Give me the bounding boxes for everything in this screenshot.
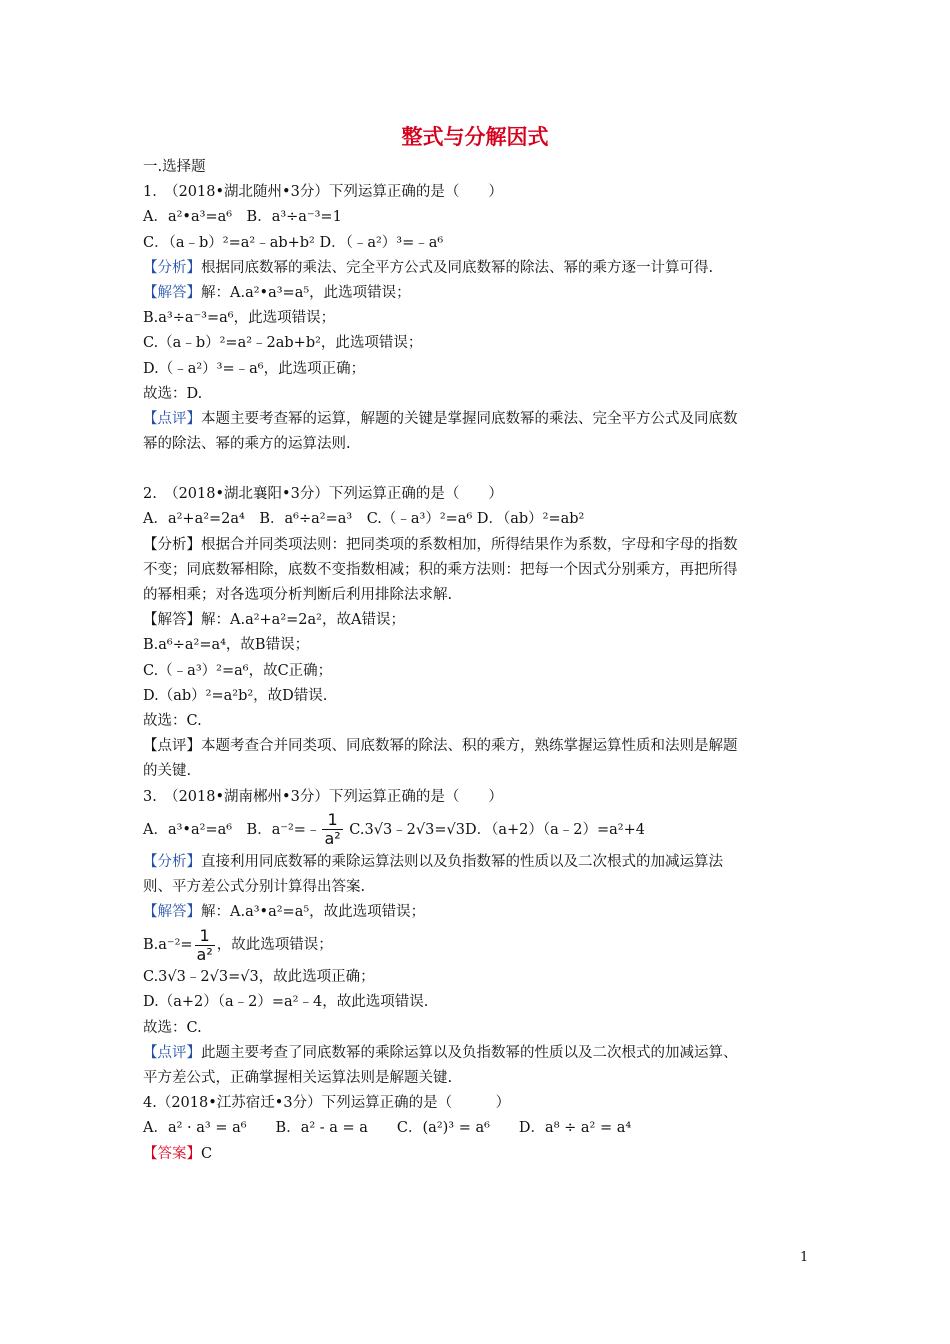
line-text: B.a⁶÷a²=a⁴，故B错误； bbox=[143, 637, 310, 654]
fraction-numerator: 1 bbox=[195, 927, 215, 946]
text-line bbox=[143, 900, 823, 925]
line-text: 的幂相乘；对各选项分析判断后利用排除法求解. bbox=[143, 587, 453, 603]
section-tag: 【解答】 bbox=[143, 904, 201, 921]
fraction-numerator: 1 bbox=[322, 811, 342, 830]
text-line bbox=[143, 155, 823, 180]
line-text: 【分析】根据合并同类项法则：把同类项的系数相加，所得结果作为系数，字母和字母的指数 bbox=[143, 536, 738, 553]
text-line bbox=[143, 558, 823, 583]
line-text: 故选：C. bbox=[143, 1019, 202, 1036]
line-text: A．a²•a³=a⁶ B．a³÷a⁻³=1 bbox=[143, 209, 342, 226]
text-line bbox=[143, 533, 823, 558]
line-text: C．（a﹣b）²=a²﹣ab+b² D．（﹣a²）³=﹣a⁶ bbox=[143, 234, 444, 251]
line-prefix: A．a³•a²=a⁶ B．a⁻²=﹣ bbox=[143, 821, 321, 838]
text-line bbox=[143, 281, 823, 306]
text-line bbox=[143, 1066, 823, 1091]
section-tag: 【解答】 bbox=[143, 284, 201, 301]
fraction bbox=[322, 811, 342, 848]
line-text: 直接利用同底数幂的乘除运算法则以及负指数幂的性质以及二次根式的加减运算法 bbox=[201, 853, 723, 870]
text-line bbox=[143, 357, 823, 382]
text-line bbox=[143, 1016, 823, 1041]
text-line bbox=[143, 965, 823, 990]
text-line bbox=[143, 925, 823, 965]
text-line bbox=[143, 990, 823, 1015]
line-text: 则、平方差公式分别计算得出答案. bbox=[143, 878, 366, 895]
line-text: 根据同底数幂的乘法、完全平方公式及同底数幂的除法、幂的乘方逐一计算可得. bbox=[201, 259, 714, 276]
section-tag: 【分析】 bbox=[143, 853, 201, 870]
page-number: 1 bbox=[800, 1250, 809, 1265]
text-line bbox=[143, 684, 823, 709]
line-text: D.（ab）²=a²b²，故D错误. bbox=[143, 687, 328, 704]
line-text: 2. （2018•湖北襄阳•3分）下列运算正确的是（ ） bbox=[143, 486, 503, 503]
blank-line bbox=[143, 457, 823, 482]
line-text: 一.选择题 bbox=[143, 159, 206, 175]
line-text: 平方差公式，正确掌握相关运算法则是解题关键. bbox=[143, 1070, 453, 1086]
line-text: 解：A.a²•a³=a⁵，此选项错误； bbox=[201, 284, 411, 301]
text-line bbox=[143, 1142, 823, 1167]
text-line bbox=[143, 1091, 823, 1116]
text-line bbox=[143, 608, 823, 633]
page-title: 整式与分解因式 bbox=[401, 125, 549, 149]
text-line bbox=[143, 331, 823, 356]
text-line bbox=[143, 810, 823, 850]
text-line bbox=[143, 875, 823, 900]
line-text: 的关键. bbox=[143, 763, 192, 780]
text-line bbox=[143, 734, 823, 759]
line-text: 【解答】解：A.a²+a²=2a²，故A错误； bbox=[143, 612, 405, 629]
text-line bbox=[143, 583, 823, 608]
line-text: B.a³÷a⁻³=a⁶，此选项错误； bbox=[143, 310, 336, 327]
line-text: 故选：D. bbox=[143, 385, 203, 402]
text-line bbox=[143, 1116, 823, 1141]
text-line bbox=[143, 659, 823, 684]
line-text: 解：A.a³•a²=a⁵，故此选项错误； bbox=[201, 904, 426, 921]
text-line bbox=[143, 231, 823, 256]
text-line bbox=[143, 507, 823, 532]
fraction-denominator: a² bbox=[196, 944, 213, 964]
document-body bbox=[143, 155, 823, 1167]
line-text: 3. （2018•湖南郴州•3分）下列运算正确的是（ ） bbox=[143, 788, 503, 805]
text-line bbox=[143, 759, 823, 784]
line-text: A．a²+a²=2a⁴ B．a⁶÷a²=a³ C.（﹣a³）²=a⁶ D．（ab）²=ab² bbox=[143, 511, 585, 528]
text-line bbox=[143, 482, 823, 507]
text-line bbox=[143, 709, 823, 734]
fraction bbox=[195, 927, 215, 964]
line-text: C.（﹣a³）²=a⁶，故C正确； bbox=[143, 662, 333, 679]
line-text: C bbox=[201, 1145, 213, 1162]
line-prefix: B.a⁻²= bbox=[143, 937, 193, 954]
line-text: ，故此选项错误； bbox=[216, 937, 333, 954]
line-text: A．a² · a³ = a⁶ B．a² - a = a C．(a²)³ = a⁶ D．a⁸ ÷ a² = a⁴ bbox=[143, 1120, 632, 1137]
text-line bbox=[143, 306, 823, 331]
line-text: 不变；同底数幂相除，底数不变指数相减；积的乘方法则：把每一个因式分别乘方，再把所得 bbox=[143, 561, 738, 578]
line-text: D.（﹣a²）³=﹣a⁶，此选项正确； bbox=[143, 360, 366, 377]
text-line bbox=[143, 382, 823, 407]
section-tag: 【答案】 bbox=[143, 1145, 201, 1162]
line-text: 1. （2018•湖北随州•3分）下列运算正确的是（ ） bbox=[143, 184, 503, 201]
text-line bbox=[143, 256, 823, 281]
text-line bbox=[143, 633, 823, 658]
line-text: 幂的除法、幂的乘方的运算法则. bbox=[143, 436, 351, 453]
text-line bbox=[143, 205, 823, 230]
line-text: D.（a+2）（a﹣2）=a²﹣4，故此选项错误. bbox=[143, 994, 429, 1011]
text-line bbox=[143, 850, 823, 875]
text-line bbox=[143, 785, 823, 810]
section-tag: 【分析】 bbox=[143, 259, 201, 276]
section-tag: 【点评】 bbox=[143, 1044, 201, 1061]
line-text: 此题主要考查了同底数幂的乘除运算以及负指数幂的性质以及二次根式的加减运算、 bbox=[201, 1044, 738, 1061]
line-text: 故选：C. bbox=[143, 712, 202, 729]
text-line bbox=[143, 180, 823, 205]
line-text: 4.（2018•江苏宿迁•3分）下列运算正确的是（ ） bbox=[143, 1095, 511, 1112]
section-tag: 【点评】 bbox=[143, 410, 201, 427]
line-text: C.3√3﹣2√3=√3，故此选项正确； bbox=[143, 969, 375, 986]
text-line bbox=[143, 432, 823, 457]
text-line bbox=[143, 407, 823, 432]
line-text: 本题主要考查幂的运算，解题的关键是掌握同底数幂的乘法、完全平方公式及同底数 bbox=[201, 410, 738, 427]
line-text: C.3√3﹣2√3=√3D．（a+2）（a﹣2）=a²+4 bbox=[344, 821, 645, 838]
fraction-denominator: a² bbox=[324, 829, 341, 849]
text-line bbox=[143, 1041, 823, 1066]
line-text: 【点评】本题考查合并同类项、同底数幂的除法、积的乘方，熟练掌握运算性质和法则是解题 bbox=[143, 738, 738, 755]
line-text: C.（a﹣b）²=a²﹣2ab+b²，此选项错误； bbox=[143, 335, 423, 352]
